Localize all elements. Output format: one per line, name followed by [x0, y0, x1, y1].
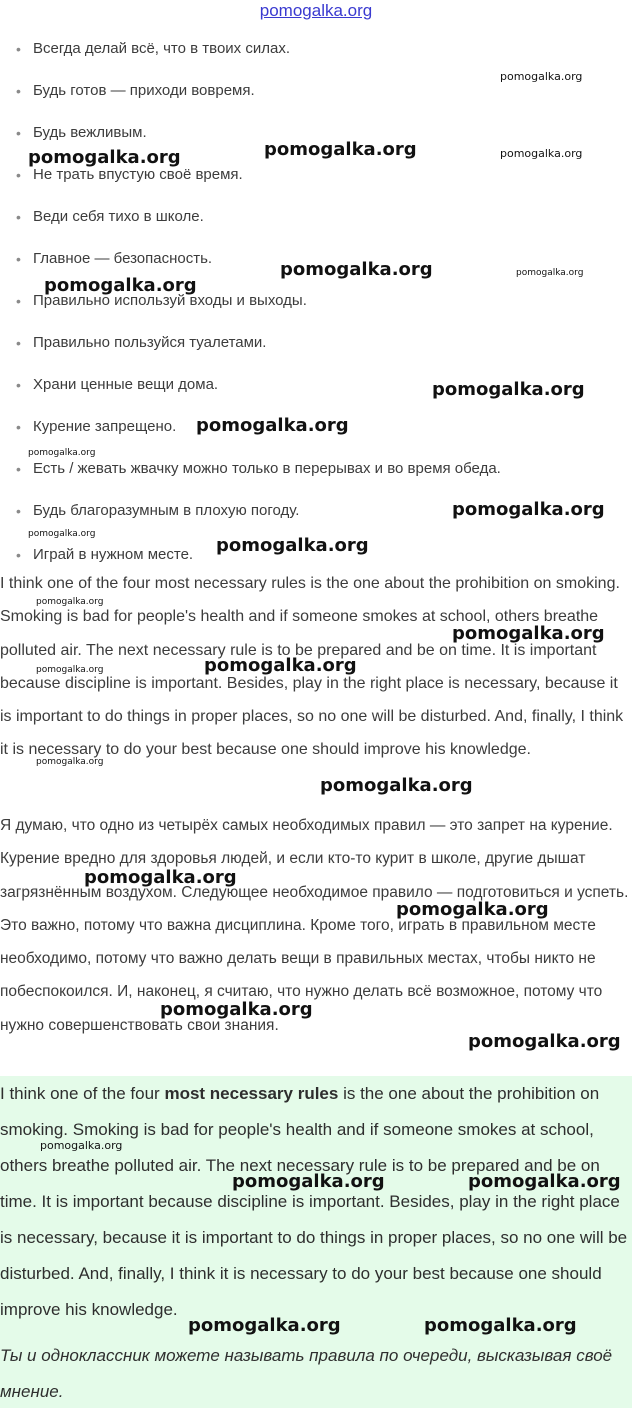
answer-text-end: is the one about the prohibition on smoking. Smoking is bad for people's health and if someone smokes at school, others breathe polluted air. The next necessary rule is to be prepared and be on time. It is important because discipline is important. Besides, play in the right place is necessary, because it is important to do things in proper places, so no one will be disturbed. And, finally, I think it is necessary to do your best because one should improve his knowledge.: [0, 1084, 628, 1319]
list-item: • Храни ценные вещи дома.: [0, 364, 632, 406]
watermark: pomogalka.org: [28, 529, 96, 539]
watermark: pomogalka.org: [264, 139, 417, 160]
watermark: pomogalka.org: [28, 147, 181, 168]
watermark: pomogalka.org: [452, 499, 605, 520]
watermark: pomogalka.org: [468, 1171, 621, 1192]
watermark: pomogalka.org: [500, 147, 583, 160]
watermark: pomogalka.org: [500, 70, 583, 83]
watermark: pomogalka.org: [84, 867, 237, 888]
watermark: pomogalka.org: [232, 1171, 385, 1192]
watermark: pomogalka.org: [432, 379, 585, 400]
list-item: • Играй в нужном месте.: [0, 532, 632, 562]
watermark: pomogalka.org: [204, 655, 357, 676]
list-item: • Правильно пользуйся туалетами.: [0, 322, 632, 364]
watermark: pomogalka.org: [516, 268, 584, 278]
watermark: pomogalka.org: [28, 448, 96, 458]
answer-paragraph: [0, 1076, 628, 1328]
list-item: • Правильно используй входы и выходы.: [0, 280, 632, 322]
answer-box: [0, 1076, 632, 1408]
watermark: pomogalka.org: [468, 1031, 621, 1052]
list-item: • Есть / жевать жвачку можно только в перерывах и во время обеда.: [0, 448, 632, 490]
watermark: pomogalka.org: [44, 275, 197, 296]
watermark: pomogalka.org: [424, 1315, 577, 1336]
list-item: • Курение запрещено.: [0, 406, 632, 448]
instruction-text: Ты и одноклассник можете называть правила по очереди, высказывая своё мнение.: [0, 1346, 613, 1401]
watermark: pomogalka.org: [452, 623, 605, 644]
watermark: pomogalka.org: [216, 535, 369, 556]
watermark: pomogalka.org: [396, 899, 549, 920]
site-link[interactable]: pomogalka.org: [259, 1, 373, 20]
answer-bold-phrase: most necessary rules: [164, 1084, 339, 1103]
watermark: pomogalka.org: [320, 775, 473, 796]
russian-paragraph: Я думаю, что одно из четырёх самых необходимых правил — это запрет на курение. Курение вредно для здоровья людей, и если кто-то курит в школе, другие дышат загрязнённым воздухом. Следующее необходимое правило — подготовиться и успеть. Это важно, потому что важна дисциплина. Кроме того, играть в правильном месте необходимо, потому что важно делать вещи в правильных местах, чтобы никто не побеспокоился. И, наконец, я считаю, что нужно делать всё возможное, потому что нужно совершенствовать свои знания.: [0, 817, 629, 1034]
list-item: • Всегда делай всё, что в твоих силах.: [0, 28, 632, 70]
list-item: • Главное — безопасность.: [0, 238, 632, 280]
list-item: • Веди себя тихо в школе.: [0, 196, 632, 238]
list-item: • Не трать впустую своё время.: [0, 154, 632, 196]
list-item: • Будь вежливым.: [0, 112, 632, 154]
english-paragraph: I think one of the four most necessary rules is the one about the prohibition on smoking. Smoking is bad for people's health and if someone smokes at school, others breathe polluted air. The next necessary rule is to be prepared and be on time. It is important because discipline is important. Besides, play in the right place is necessary, because it is important to do things in proper places, so no one will be disturbed. And, finally, I think it is necessary to do your best because one should improve his knowledge.: [0, 575, 624, 759]
answer-text-start: I think one of the four: [0, 1084, 165, 1103]
watermark: pomogalka.org: [188, 1315, 341, 1336]
watermark: pomogalka.org: [36, 665, 104, 675]
watermark: pomogalka.org: [160, 999, 313, 1020]
watermark: pomogalka.org: [36, 597, 104, 607]
list-item: • Будь благоразумным в плохую погоду.: [0, 490, 632, 532]
watermark: pomogalka.org: [196, 415, 349, 436]
watermark: pomogalka.org: [36, 757, 104, 767]
watermark: pomogalka.org: [280, 259, 433, 280]
list-item: • Будь готов — приходи вовремя.: [0, 70, 632, 112]
watermark: pomogalka.org: [40, 1139, 123, 1152]
